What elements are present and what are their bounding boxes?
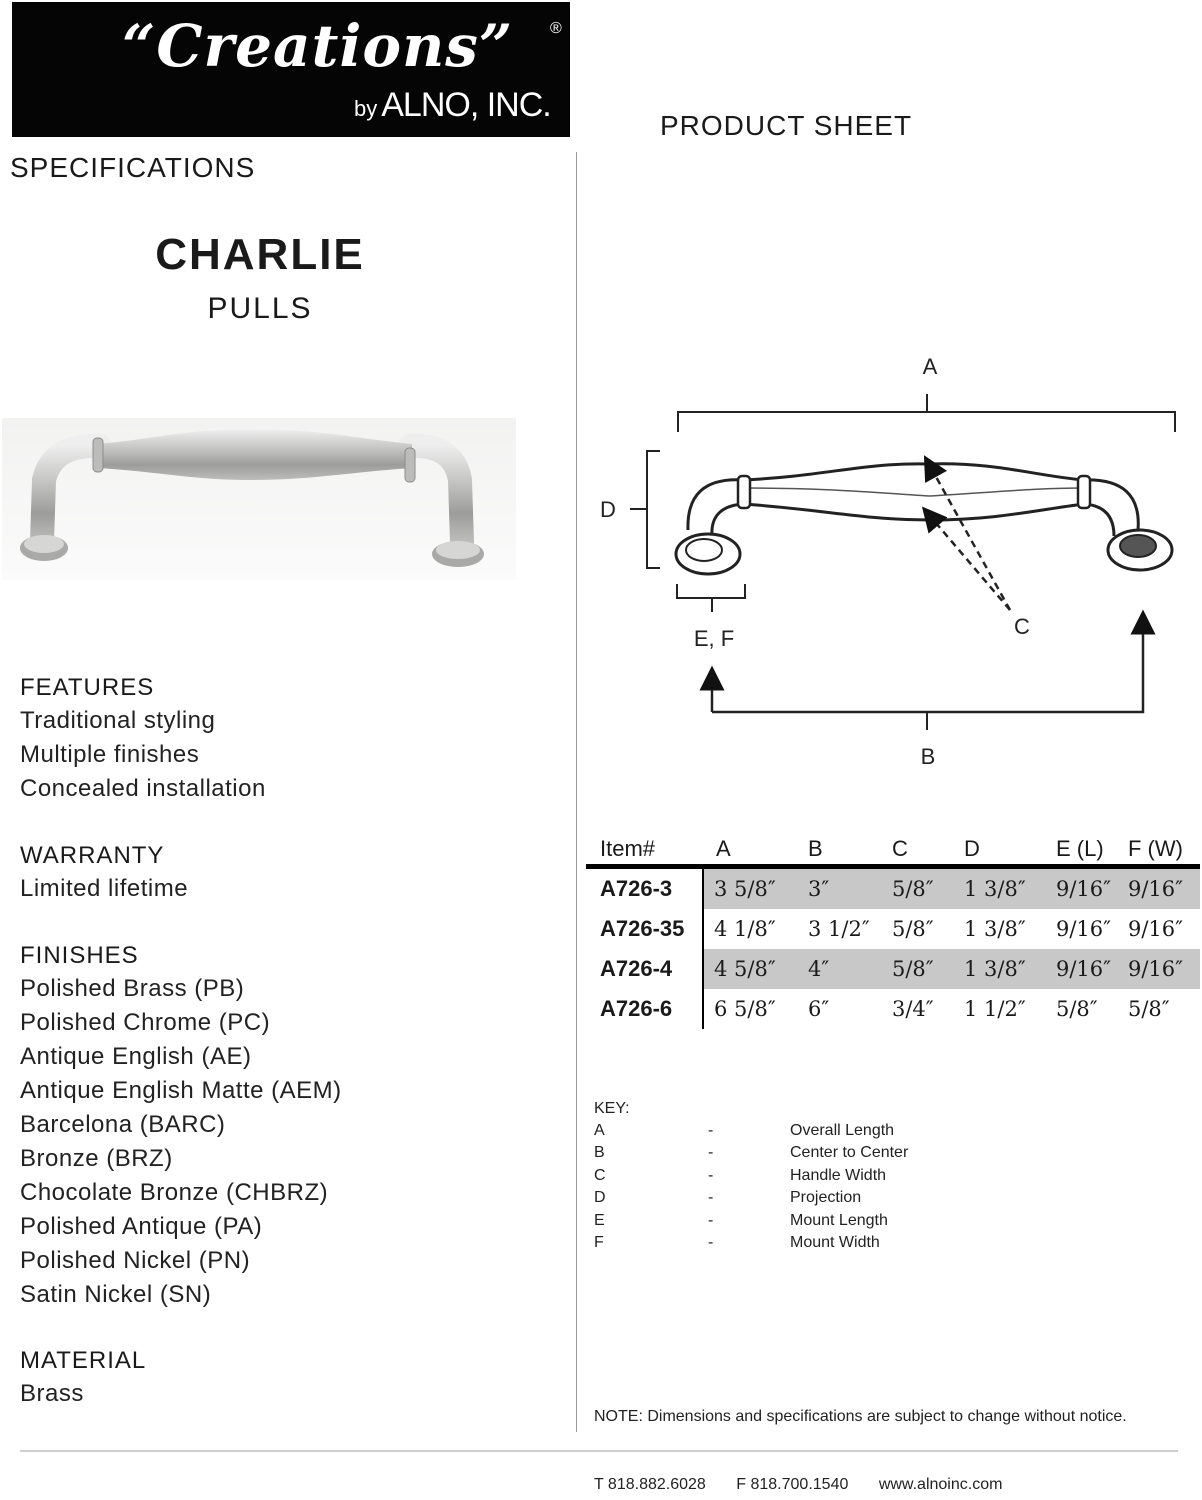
table-cell-item: A726-35 <box>600 916 685 941</box>
key-meaning: Handle Width <box>790 1166 887 1184</box>
table-header-cell: F (W) <box>1128 836 1183 861</box>
label-c: C <box>1014 614 1030 639</box>
table-header-cell: C <box>892 836 908 861</box>
table-cell: 4″ <box>808 957 830 981</box>
table-cell: 3″ <box>808 877 830 901</box>
finishes-title: FINISHES <box>20 942 139 969</box>
table-cell: 6″ <box>808 997 830 1021</box>
key-row <box>594 1120 994 1142</box>
table-cell: 9/16″ <box>1056 877 1112 901</box>
key-meaning: Center to Center <box>790 1144 909 1162</box>
product-photo <box>2 418 516 580</box>
table-cell: 9/16″ <box>1056 957 1112 981</box>
finish-item: Polished Nickel (PN) <box>20 1247 251 1274</box>
disclaimer-note: NOTE: Dimensions and specifications are subject to change without notice. <box>594 1408 1127 1425</box>
table-row <box>586 949 1200 989</box>
warranty-item: Limited lifetime <box>20 875 189 902</box>
table-cell: 3 5/8″ <box>714 877 776 901</box>
finish-item: Satin Nickel (SN) <box>20 1281 212 1308</box>
features-section <box>20 672 266 806</box>
table-header-cell: D <box>964 836 980 861</box>
table-header-cell: E (L) <box>1056 836 1104 861</box>
key-letter: E <box>594 1211 605 1229</box>
table-cell: 5/8″ <box>892 957 934 981</box>
table-cell: 9/16″ <box>1128 877 1184 901</box>
key-row <box>594 1187 994 1209</box>
dimension-diagram <box>586 340 1200 780</box>
key-row <box>594 1232 994 1254</box>
table-header-cell: B <box>808 836 823 861</box>
table-cell: 1 3/8″ <box>964 917 1026 941</box>
warranty-section <box>20 840 188 906</box>
label-d: D <box>600 497 616 522</box>
table-cell: 1 3/8″ <box>964 877 1026 901</box>
finish-item: Antique English (AE) <box>20 1043 252 1070</box>
material-section <box>20 1345 146 1411</box>
key-letter: B <box>594 1144 605 1162</box>
table-cell: 1 1/2″ <box>964 997 1026 1021</box>
key-meaning: Mount Length <box>790 1211 888 1229</box>
finish-item: Barcelona (BARC) <box>20 1111 226 1138</box>
column-divider <box>576 152 577 1432</box>
warranty-title: WARRANTY <box>20 842 165 869</box>
table-cell: 6 5/8″ <box>714 997 776 1021</box>
table-cell-item: A726-3 <box>600 876 673 901</box>
product-name: CHARLIE <box>155 230 365 279</box>
key-dash: - <box>708 1211 714 1229</box>
footer-contact <box>594 1476 1028 1494</box>
finishes-section <box>20 940 342 1312</box>
finish-item: Polished Chrome (PC) <box>20 1009 271 1036</box>
label-ef: E, F <box>693 626 735 651</box>
brand-name: “Creations” <box>122 12 514 80</box>
material-title: MATERIAL <box>20 1347 147 1374</box>
product-category: PULLS <box>207 292 313 325</box>
table-cell: 5/8″ <box>1128 997 1170 1021</box>
table-cell: 5/8″ <box>892 877 934 901</box>
registered-mark: ® <box>550 20 562 37</box>
footer-phone: T 818.882.6028 <box>594 1476 706 1493</box>
key-row <box>594 1165 994 1187</box>
feature-item: Concealed installation <box>20 775 266 802</box>
finish-item: Chocolate Bronze (CHBRZ) <box>20 1179 329 1206</box>
key-meaning: Overall Length <box>790 1122 895 1139</box>
key-row <box>594 1142 994 1164</box>
key-legend <box>594 1098 994 1254</box>
key-dash: - <box>708 1166 714 1184</box>
brand-logo <box>12 2 570 137</box>
table-cell: 4 5/8″ <box>714 957 776 981</box>
table-header-row <box>586 834 1200 869</box>
footer-divider <box>20 1450 1178 1452</box>
key-dash: - <box>708 1189 714 1207</box>
table-cell: 3 1/2″ <box>808 917 870 941</box>
key-title: KEY: <box>594 1100 630 1117</box>
brand-company: ALNO, INC. <box>381 86 551 124</box>
key-letter: A <box>594 1122 605 1139</box>
table-cell: 1 3/8″ <box>964 957 1026 981</box>
key-dash: - <box>708 1122 714 1139</box>
key-meaning: Projection <box>790 1189 862 1207</box>
table-cell: 4 1/8″ <box>714 917 776 941</box>
key-letter: F <box>594 1233 604 1251</box>
key-dash: - <box>708 1144 714 1162</box>
feature-item: Traditional styling <box>20 707 216 734</box>
footer-website[interactable]: www.alnoinc.com <box>878 1476 1003 1493</box>
table-cell: 5/8″ <box>1056 997 1098 1021</box>
table-cell: 9/16″ <box>1056 917 1112 941</box>
finish-item: Polished Brass (PB) <box>20 975 245 1002</box>
footer-fax: F 818.700.1540 <box>736 1476 849 1493</box>
finish-item: Antique English Matte (AEM) <box>20 1077 342 1104</box>
feature-item: Multiple finishes <box>20 741 200 768</box>
finish-item: Polished Antique (PA) <box>20 1213 263 1240</box>
table-cell: 3/4″ <box>892 997 934 1021</box>
table-header-cell: A <box>716 836 731 861</box>
product-sheet-title: PRODUCT SHEET <box>660 110 913 141</box>
table-cell: 9/16″ <box>1128 957 1184 981</box>
brand-company-line <box>354 86 551 125</box>
key-dash: - <box>708 1233 714 1251</box>
table-row <box>586 989 1200 1029</box>
specifications-title: SPECIFICATIONS <box>10 152 256 183</box>
table-row <box>586 909 1200 949</box>
table-cell-item: A726-4 <box>600 956 673 981</box>
table-cell-item: A726-6 <box>600 996 673 1021</box>
key-letter: D <box>594 1189 606 1207</box>
key-letter: C <box>594 1166 606 1184</box>
brand-by: by <box>354 96 378 121</box>
label-b: B <box>920 744 936 769</box>
table-column-rule <box>702 869 704 1029</box>
table-row <box>586 869 1200 909</box>
table-cell: 5/8″ <box>892 917 934 941</box>
label-a: A <box>922 354 938 379</box>
key-row <box>594 1210 994 1232</box>
material-item: Brass <box>20 1380 84 1407</box>
features-title: FEATURES <box>20 674 155 701</box>
finish-item: Bronze (BRZ) <box>20 1145 173 1172</box>
table-cell: 9/16″ <box>1128 917 1184 941</box>
table-header-cell: Item# <box>600 836 656 861</box>
spec-table <box>586 834 1200 1029</box>
key-meaning: Mount Width <box>790 1233 880 1251</box>
